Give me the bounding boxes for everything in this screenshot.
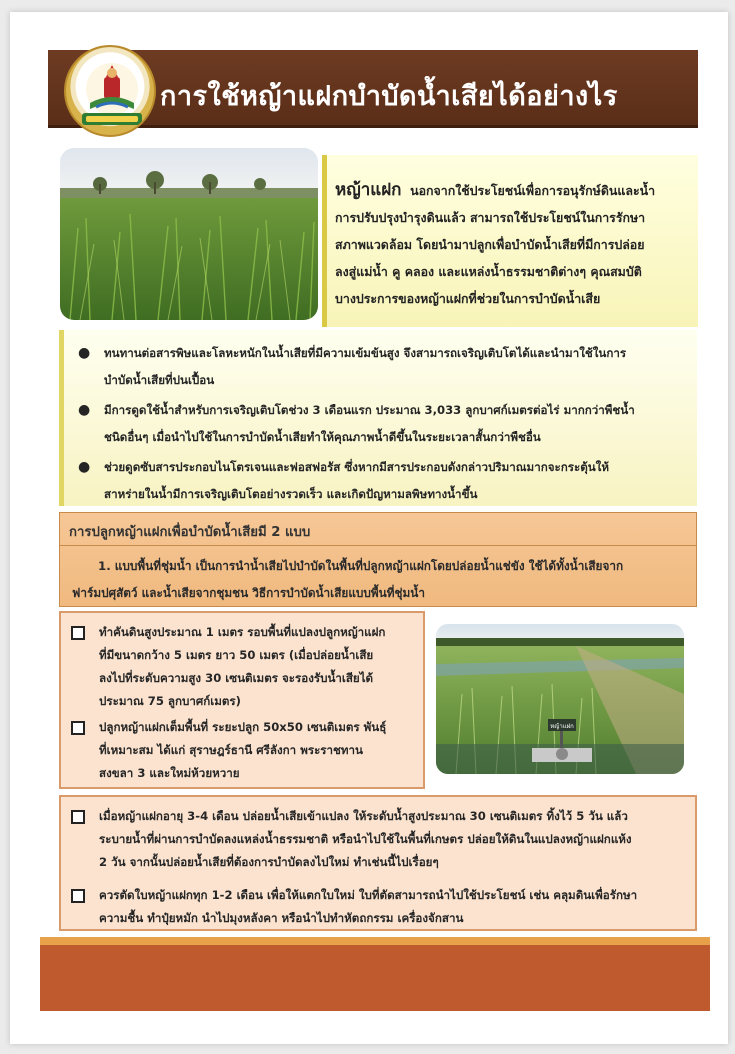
- bullet-icon: ●: [78, 459, 91, 475]
- checkbox-icon: [71, 626, 85, 640]
- list-item: ● ช่วยดูดซับสารประกอบไนโตรเจนและฟอสฟอรัส ซึ่งหากมีสารประกอบดังกล่าวปริมาณมากจะกระตุ้นให้ สาหร่ายในน้ำมีการเจริญเติบโตอย่างรวดเร็ว และเกิดปัญหามลพิษทางน้ำขึ้น: [78, 454, 687, 508]
- vetiver-field-photo: [60, 148, 318, 320]
- list-item: ● ทนทานต่อสารพิษและโลหะหนักในน้ำเสียที่มีความเข้มข้นสูง จึงสามารถเจริญเติบโตได้และนำมาใช้ในการ บำบัดน้ำเสียที่ปนเปื้อน: [78, 340, 687, 394]
- intro-line-3: สภาพแวดล้อม โดยนำมาปลูกเพื่อบำบัดน้ำเสียที่มีการปล่อย: [335, 237, 645, 252]
- intro-line-4: ลงสู่แม่น้ำ คู คลอง และแหล่งน้ำธรรมชาติต่างๆ คุณสมบัติ: [335, 264, 642, 279]
- bullet-icon: ●: [78, 345, 91, 361]
- divider: [60, 545, 696, 546]
- bullet-icon: ●: [78, 402, 91, 418]
- department-seal-icon: [64, 45, 156, 137]
- checklist-item: ทำคันดินสูงประมาณ 1 เมตร รอบพื้นที่แปลงปลูกหญ้าแฝก ที่มีขนาดกว้าง 5 เมตร ยาว 50 เมตร (เมื่อปล่อยน้ำเสีย ลงไปที่ระดับความสูง 30 เซนติเมตร จะรองรับน้ำเสียได้ ประมาณ 75 ลูกบาศก์เมตร): [69, 621, 415, 713]
- method-1-description: 1. แบบพื้นที่ชุ่มน้ำ เป็นการนำน้ำเสียไปบำบัดในพื้นที่ปลูกหญ้าแฝกโดยปล่อยน้ำแช่ขัง ใช้ได้ทั้งน้ำเสียจาก ฟาร์มปศุสัตว์ และน้ำเสียจากชุมชน วิธีการบำบัดน้ำเสียแบบพื้นที่ชุ่มน้ำ: [72, 559, 624, 600]
- maintenance-steps-box: [59, 795, 697, 931]
- footer-band: [40, 945, 710, 1011]
- intro-line-5: บางประการของหญ้าแฝกที่ช่วยในการบำบัดน้ำเสีย: [335, 291, 601, 306]
- wetland-steps-box: [59, 611, 425, 789]
- checklist-item: ปลูกหญ้าแฝกเต็มพื้นที่ ระยะปลูก 50x50 เซนติเมตร พันธุ์ ที่เหมาะสม ได้แก่ สุราษฎร์ธานี ศรีลังกา พระราชทาน สงขลา 3 และใหม่ห้วยหวาย: [69, 716, 415, 785]
- intro-text-box: [322, 155, 698, 327]
- field-sign: หญ้าแฝก: [550, 723, 574, 730]
- checkbox-icon: [71, 721, 85, 735]
- wetland-plot-photo: [436, 624, 684, 774]
- intro-line-1: หญ้าแฝก นอกจากใช้ประโยชน์เพื่อการอนุรักษ์ดินและน้ำ: [335, 180, 656, 200]
- list-item: ● มีการดูดใช้น้ำสำหรับการเจริญเติบโตช่วง 3 เดือนแรก ประมาณ 3,033 ลูกบาศก์เมตรต่อไร่ มากกว่าพืชน้ำ ชนิดอื่นๆ เมื่อนำไปใช้ในการบำบัดน้ำเสียทำให้คุณภาพน้ำดีขึ้นในระยะเวลาสั้นกว่าพืชอื่น: [78, 397, 687, 451]
- properties-list: [59, 330, 697, 506]
- footer-accent-strip: [40, 937, 710, 945]
- intro-lead-term: หญ้าแฝก: [335, 180, 402, 200]
- intro-line-2: การปรับปรุงบำรุงดินแล้ว สามารถใช้ประโยชน์ในการรักษา: [335, 210, 646, 225]
- page-title: การใช้หญ้าแฝกบำบัดน้ำเสียได้อย่างไร: [160, 81, 618, 112]
- planting-methods-box: [59, 512, 697, 607]
- checkbox-icon: [71, 889, 85, 903]
- section-heading: การปลูกหญ้าแฝกเพื่อบำบัดน้ำเสียมี 2 แบบ: [69, 525, 311, 540]
- checkbox-icon: [71, 810, 85, 824]
- checklist-item: ควรตัดใบหญ้าแฝกทุก 1-2 เดือน เพื่อให้แตกใบใหม่ ใบที่ตัดสามารถนำไปใช้ประโยชน์ เช่น คลุมดินเพื่อรักษา ความชื้น ทำปุ๋ยหมัก นำไปมุงหลังคา หรือนำไปทำหัตถกรรม เครื่องจักสาน: [69, 884, 687, 930]
- checklist-item: เมื่อหญ้าแฝกอายุ 3-4 เดือน ปล่อยน้ำเสียเข้าแปลง ให้ระดับน้ำสูงประมาณ 30 เซนติเมตร ทิ้งไว้ 5 วัน แล้ว ระบายน้ำที่ผ่านการบำบัดลงแหล่งน้ำธรรมชาติ หรือนำไปใช้ในพื้นที่เกษตร ปล่อยให้ดินในแปลงหญ้าแฝกแห้ง 2 วัน จากนั้นปล่อยน้ำเสียที่ต้องการบำบัดลงไปใหม่ ทำเช่นนี้ไปเรื่อยๆ: [69, 805, 687, 874]
